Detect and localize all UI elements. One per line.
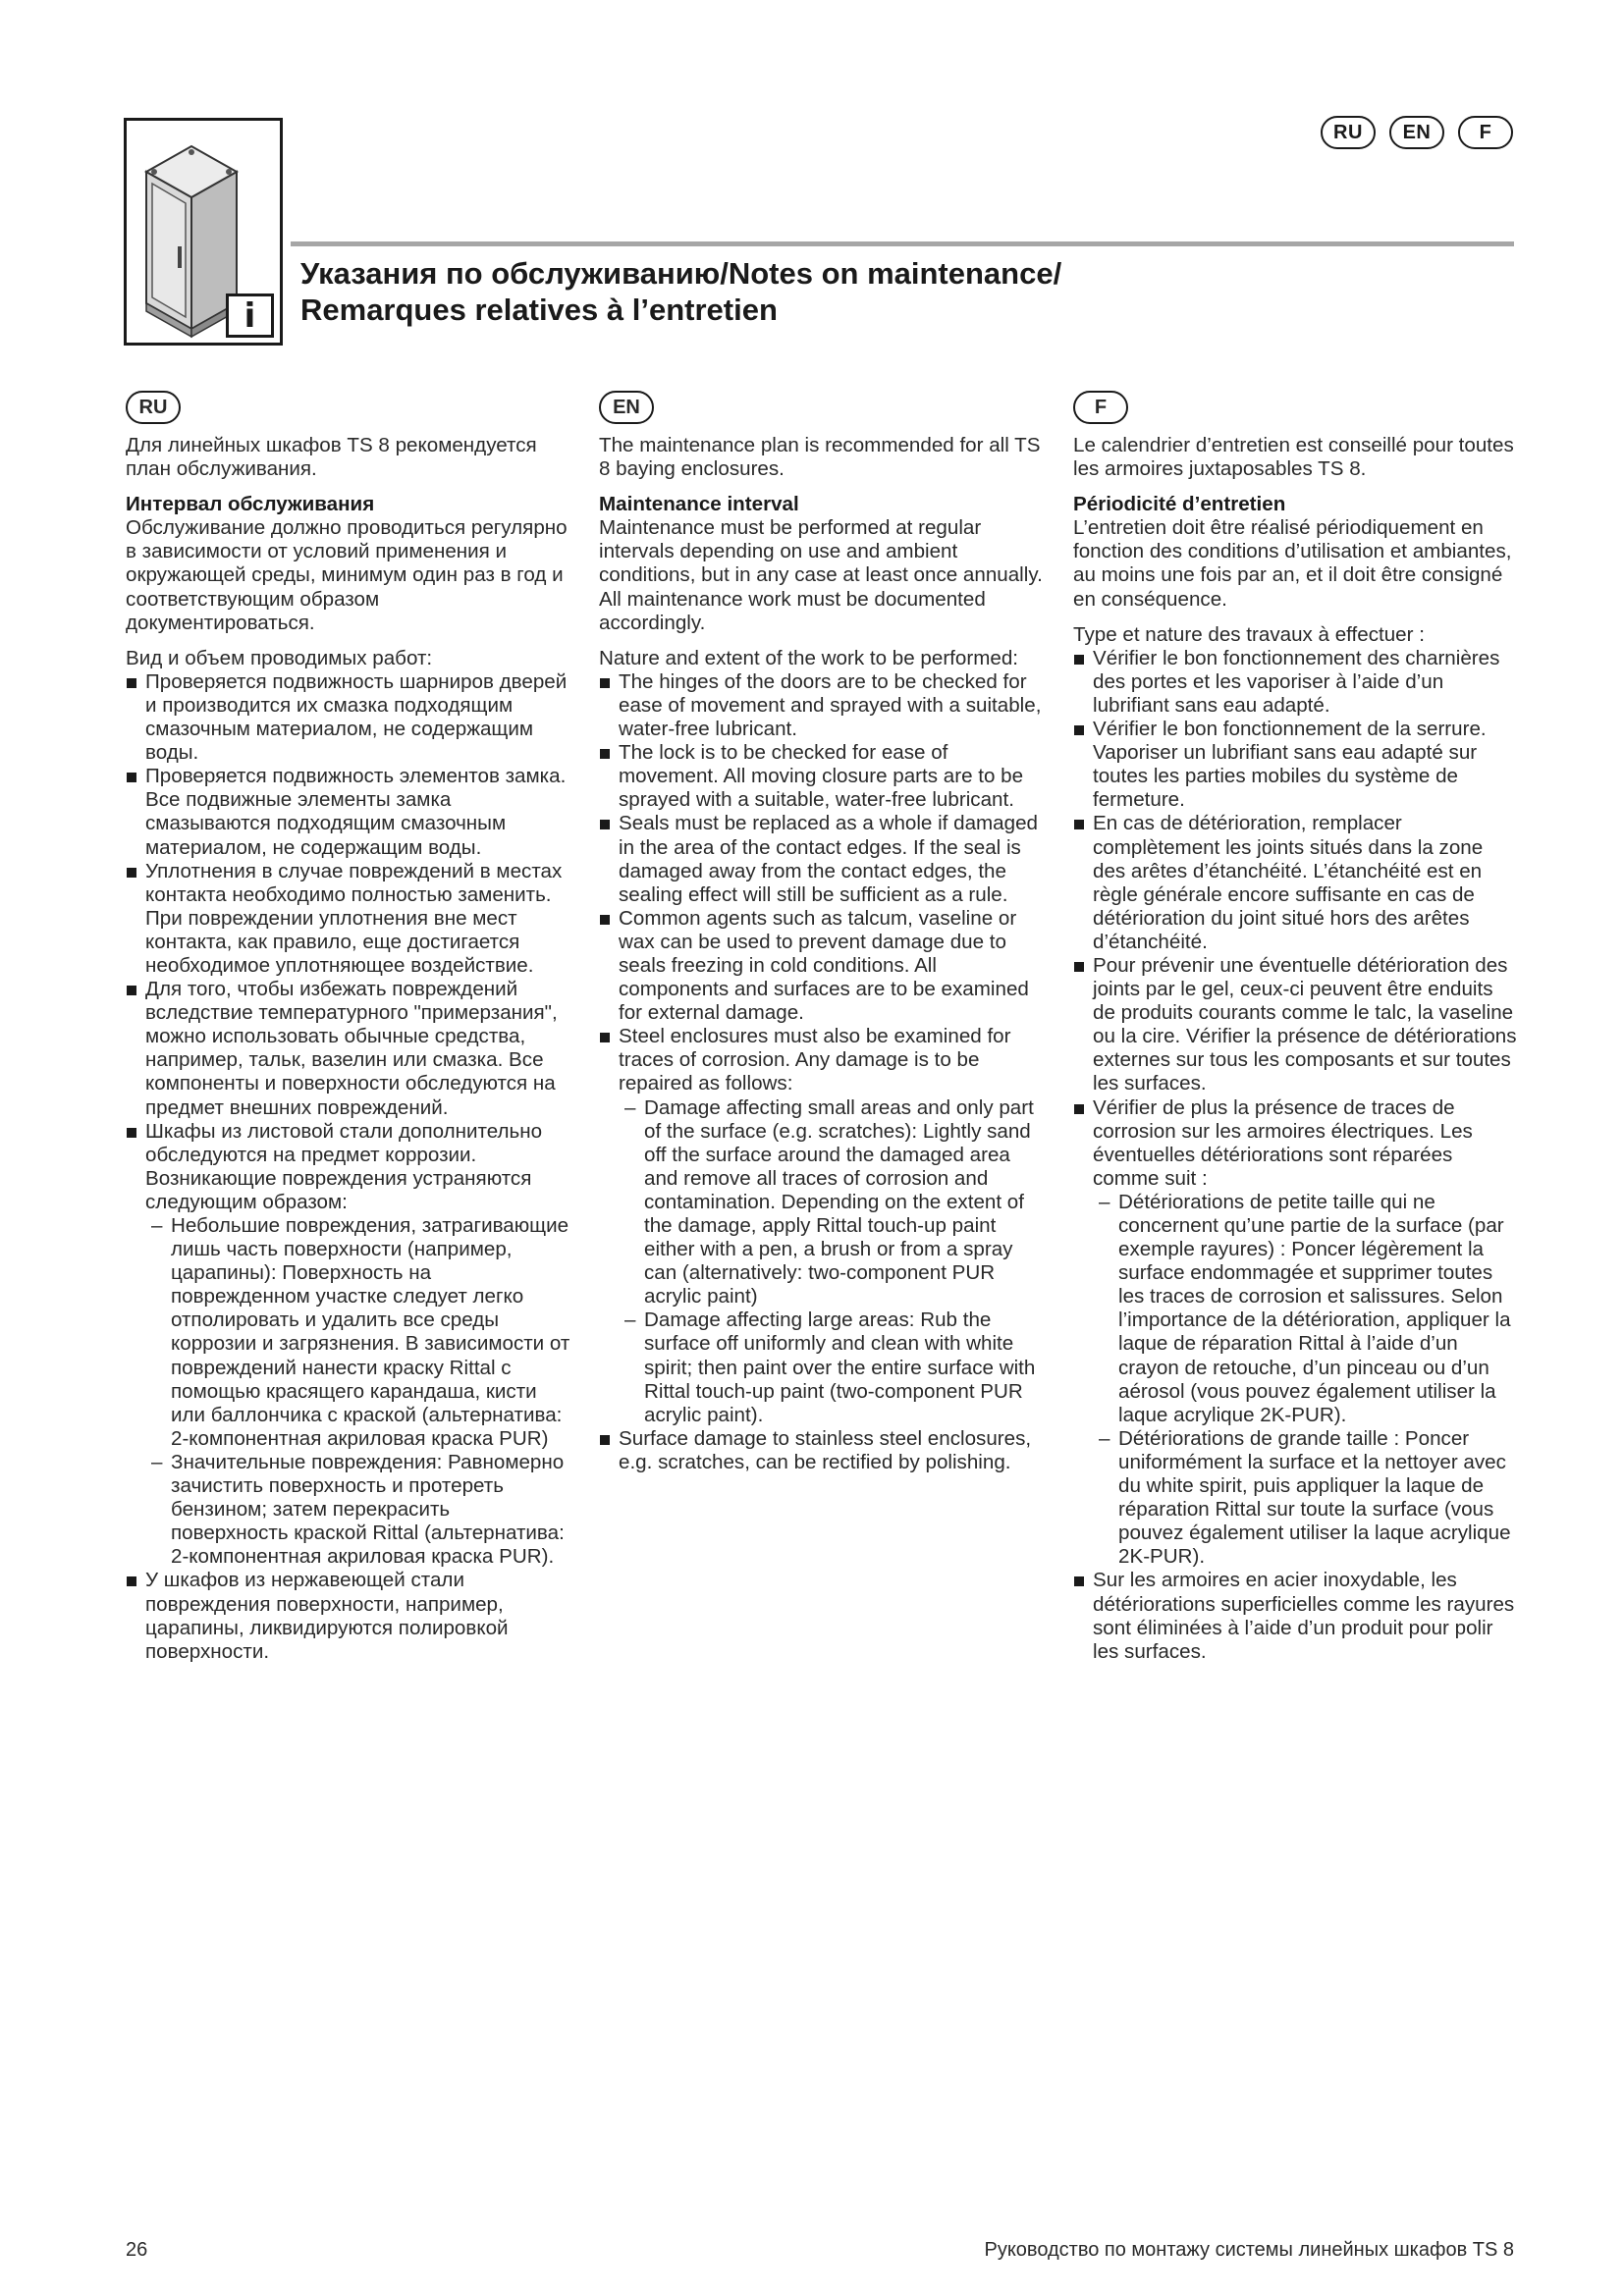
interval-text: L’entretien doit être réalisé périodiquement en fonction des conditions d’utilisation et ambiantes, au moins une fois par an, et il doit être consigné en conséquence. xyxy=(1073,516,1512,611)
page-title xyxy=(300,255,1061,328)
section-heading: Интервал обслуживания xyxy=(126,493,375,516)
list-item-text: Шкафы из листовой стали дополнительно обследуются на предмет коррозии. Возникающие повреждения устраняются следующим образом: xyxy=(145,1119,543,1213)
title-rule xyxy=(291,241,1514,246)
sub-list-item: – Détériorations de petite taille qui ne concernent qu’une partie de la surface (par exemple rayures) : Poncer légèrement la surface endommagée et supprimer toutes les traces de corrosion et salissures. Selon l’importance de la détérioration, appliquer la laque de réparation Rittal à l’aide d’un crayon de retouche, d’un pinceau ou d’un aérosol (vous pouvez également utiliser la laque acrylique 2K-PUR). xyxy=(1093,1191,1520,1427)
list-item: The hinges of the doors are to be checked for ease of movement and sprayed with a suitable, water-free lubricant. xyxy=(599,670,1046,741)
column-badge-f: F xyxy=(1073,391,1128,424)
sub-list-item: – Небольшие повреждения, затрагивающие лишь часть поверхности (например, царапины): Поверхность на поврежденном участке следует легко отполировать и удалить все среды коррозии и загрязнения. В зависимости от повреждений нанести краску Rittal с помощью красящего карандаша, кисти или баллончика с краской (альтернатива: 2-компонентная акриловая краска PUR) xyxy=(145,1214,572,1451)
footer-title: Руководство по монтажу системы линейных шкафов TS 8 xyxy=(984,2239,1514,2261)
list-item: Seals must be replaced as a whole if damaged in the area of the contact edges. If the seal is damaged away from the contact edges, the sealing effect will still be sufficient as a rule. xyxy=(599,812,1046,906)
intro-text: The maintenance plan is recommended for all TS 8 baying enclosures. xyxy=(599,434,1041,481)
sub-list-item: – Значительные повреждения: Равномерно зачистить поверхность и протереть бензином; затем перекрасить поверхность краской Rittal (альтернатива: 2-компонентная акриловая краска PUR). xyxy=(145,1451,572,1569)
title-line-2: Remarques relatives à l’entretien xyxy=(300,293,778,327)
list-item: Sur les armoires en acier inoxydable, les détériorations superficielles comme les rayures sont éliminées à l’aide d’un produit pour polir les surfaces. xyxy=(1073,1569,1520,1663)
column-ru xyxy=(126,391,572,1664)
list-item-text: Vérifier de plus la présence de traces de corrosion sur les armoires électriques. Les éventuelles détériorations sont réparées comme suit : xyxy=(1093,1095,1473,1190)
list-item: Для того, чтобы избежать повреждений вследствие температурного "примерзания", можно использовать обычные средства, например, тальк, вазелин или смазка. Все компоненты и поверхности обследуются на предмет внешних повреждений. xyxy=(126,978,572,1120)
list-item: Проверяется подвижность элементов замка. Все подвижные элементы замка смазываются подходящим смазочным материалом, не содержащим воды. xyxy=(126,765,572,859)
sub-list-item: – Damage affecting large areas: Rub the surface off uniformly and clean with white spirit; then paint over the entire surface with Rittal touch-up paint (two-component PUR acrylic paint). xyxy=(619,1308,1046,1426)
list-item xyxy=(126,1120,572,1570)
list-item: En cas de détérioration, remplacer complètement les joints situés dans la zone des arêtes d’étanchéité. L’étanchéité est en règle générale encore suffisante en cas de détérioration du joint situé hors des arêtes d’étanchéité. xyxy=(1073,812,1520,954)
work-intro: Вид и объем проводимых работ: xyxy=(126,646,433,669)
sub-list-item: – Détériorations de grande taille : Poncer uniformément la surface et la nettoyer avec du white spirit, puis appliquer la laque de réparation Rittal sur toute la surface (vous pouvez également utiliser la laque acrylique 2K-PUR). xyxy=(1093,1427,1520,1570)
list-item: Vérifier le bon fonctionnement des charnières des portes et les vaporiser à l’aide d’un lubrifiant sans eau adapté. xyxy=(1073,647,1520,718)
list-item: Проверяется подвижность шарниров дверей и производится их смазка подходящим смазочным материалом, не содержащим воды. xyxy=(126,670,572,765)
sub-list-item: – Damage affecting small areas and only part of the surface (e.g. scratches): Lightly sand off the surface around the damaged area and remove all traces of corrosion and contamination. Depending on the extent of the damage, apply Rittal touch-up paint either with a pen, a brush or from a spray can (alternatively: two-component PUR acrylic paint) xyxy=(619,1096,1046,1309)
intro-text: Для линейных шкафов TS 8 рекомендуется план обслуживания. xyxy=(126,434,537,481)
work-intro: Nature and extent of the work to be performed: xyxy=(599,646,1018,669)
list-item: Pour prévenir une éventuelle détérioration des joints par le gel, ceux-ci peuvent être enduits de produits courants comme le talc, la vaseline ou la cire. Vérifier la présence de détériorations externes sur tous les composants et sur toutes les surfaces. xyxy=(1073,954,1520,1096)
list-item: Уплотнения в случае повреждений в местах контакта необходимо полностью заменить. При повреждении уплотнения вне мест контакта, как правило, еще достигается необходимое уплотняющее воздействие. xyxy=(126,860,572,978)
list-item: The lock is to be checked for ease of movement. All moving closure parts are to be sprayed with a suitable, water-free lubricant. xyxy=(599,741,1046,812)
column-fr xyxy=(1073,391,1520,1664)
info-icon: i xyxy=(226,294,274,338)
list-item xyxy=(1073,1096,1520,1570)
list-item: Vérifier le bon fonctionnement de la serrure. Vaporiser un lubrifiant sans eau adapté sur toutes les parties mobiles du système de fermeture. xyxy=(1073,718,1520,812)
list-item-text: Steel enclosures must also be examined for traces of corrosion. Any damage is to be repaired as follows: xyxy=(619,1025,1011,1095)
title-line-1: Указания по обслуживанию/Notes on maintenance/ xyxy=(300,256,1062,291)
work-list xyxy=(126,670,572,1664)
badge-ru: RU xyxy=(1321,116,1376,149)
work-list xyxy=(599,670,1046,1474)
badge-f: F xyxy=(1458,116,1513,149)
work-intro: Type et nature des travaux à effectuer : xyxy=(1073,622,1425,646)
section-heading: Maintenance interval xyxy=(599,493,799,516)
page-number: 26 xyxy=(126,2239,148,2261)
sub-list xyxy=(619,1096,1046,1427)
interval-text: Обслуживание должно проводиться регулярно в зависимости от условий применения и окружающей среды, минимум один раз в год и соответствующим образом документироваться. xyxy=(126,516,568,634)
list-item: Common agents such as talcum, vaseline or wax can be used to prevent damage due to seals freezing in cold conditions. All components and surfaces are to be examined for external damage. xyxy=(599,907,1046,1025)
enclosure-info-icon xyxy=(124,118,283,346)
interval-text: Maintenance must be performed at regular intervals depending on use and ambient conditions, but in any case at least once annually. All maintenance work must be documented accordingly. xyxy=(599,516,1043,634)
work-list xyxy=(1073,647,1520,1664)
sub-list xyxy=(145,1214,572,1569)
column-badge-en: EN xyxy=(599,391,654,424)
column-en xyxy=(599,391,1046,1474)
column-badge-ru: RU xyxy=(126,391,181,424)
section-heading: Périodicité d’entretien xyxy=(1073,493,1286,516)
list-item xyxy=(599,1025,1046,1427)
badge-en: EN xyxy=(1389,116,1444,149)
language-badges xyxy=(1321,116,1513,149)
sub-list xyxy=(1093,1191,1520,1570)
list-item: У шкафов из нержавеющей стали повреждения поверхности, например, царапины, ликвидируются полировкой поверхности. xyxy=(126,1569,572,1663)
list-item: Surface damage to stainless steel enclosures, e.g. scratches, can be rectified by polishing. xyxy=(599,1427,1046,1474)
intro-text: Le calendrier d’entretien est conseillé pour toutes les armoires juxtaposables TS 8. xyxy=(1073,434,1514,481)
